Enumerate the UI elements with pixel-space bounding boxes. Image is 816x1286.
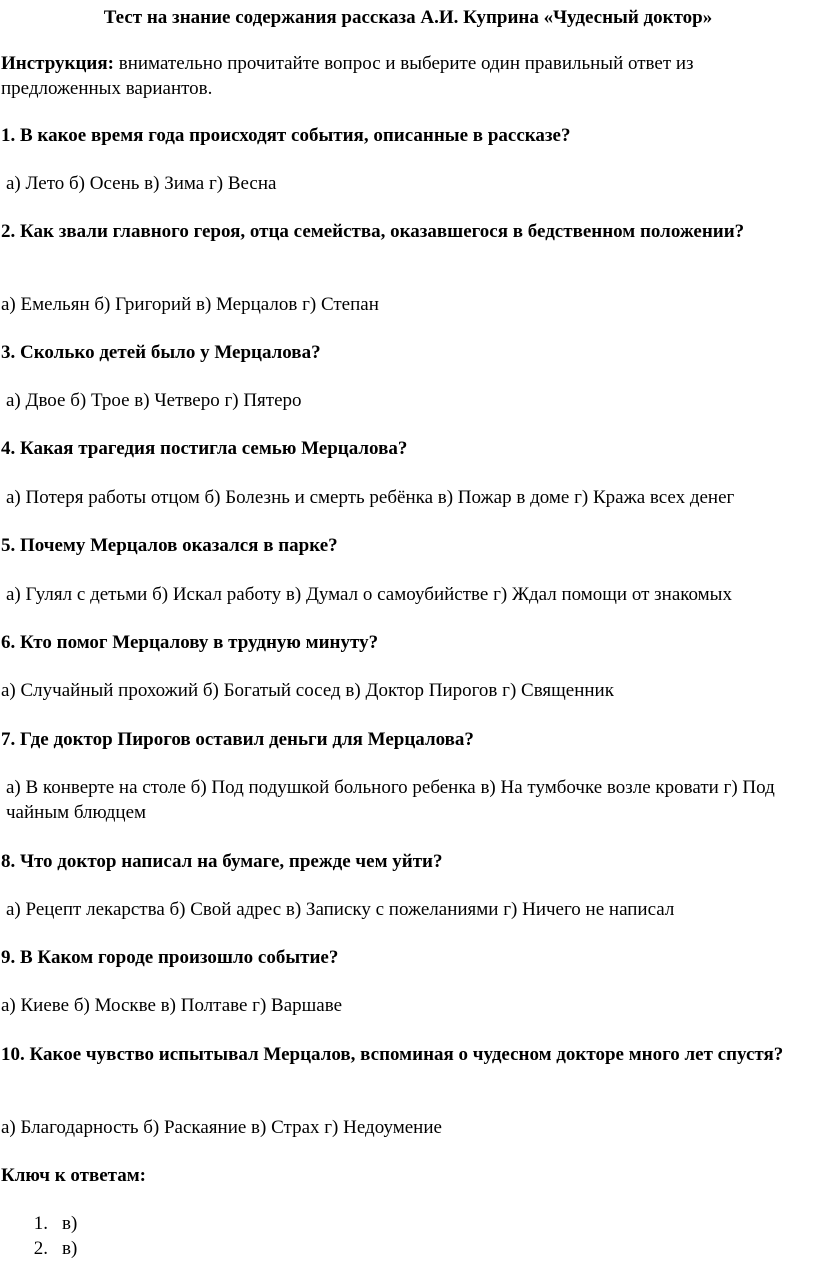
question-4: 4. Какая трагедия постигла семью Мерцалова? [1,438,408,459]
instruction-paragraph [1,51,801,101]
question-3: 3. Сколько детей было у Мерцалова? [1,342,321,363]
document-title: Тест на знание содержания рассказа А.И. Куприна «Чудесный доктор» [103,7,713,28]
answers-6: а) Случайный прохожий б) Богатый сосед в) Доктор Пирогов г) Священник [1,680,614,701]
answer-key-list [0,1211,77,1261]
answers-2: а) Емельян б) Григорий в) Мерцалов г) Степан [1,294,379,315]
instruction-label: Инструкция: [1,53,114,74]
answer-key-number: 2. [33,1238,48,1259]
answers-1: а) Лето б) Осень в) Зима г) Весна [6,173,277,194]
answer-key-answer: в) [62,1238,78,1259]
answers-7: а) В конверте на столе б) Под подушкой больного ребенка в) На тумбочке возле кровати г) Под чайным блюдцем [6,777,775,823]
answer-key-item [0,1211,77,1236]
answers-9: а) Киеве б) Москве в) Полтаве г) Варшаве [1,995,343,1016]
question-8: 8. Что доктор написал на бумаге, прежде чем уйти? [1,851,443,872]
question-2: 2. Как звали главного героя, отца семейства, оказавшегося в бедственном положении? [1,221,745,242]
question-10: 10. Какое чувство испытывал Мерцалов, вспоминая о чудесном докторе много лет спустя? [1,1044,784,1065]
answers-4: а) Потеря работы отцом б) Болезнь и смерть ребёнка в) Пожар в доме г) Кража всех денег [6,487,735,508]
answers-3: а) Двое б) Трое в) Четверо г) Пятеро [6,390,302,411]
answer-key-answer: в) [62,1213,78,1234]
question-1: 1. В какое время года происходят события, описанные в рассказе? [1,125,571,146]
answer-key-number: 1. [33,1213,48,1234]
answers-10: а) Благодарность б) Раскаяние в) Страх г) Недоумение [1,1117,442,1138]
question-6: 6. Кто помог Мерцалову в трудную минуту? [1,632,379,653]
answers-8: а) Рецепт лекарства б) Свой адрес в) Записку с пожеланиями г) Ничего не написал [6,899,675,920]
question-7: 7. Где доктор Пирогов оставил деньги для Мерцалова? [1,729,474,750]
question-9: 9. В Каком городе произошло событие? [1,947,339,968]
question-5: 5. Почему Мерцалов оказался в парке? [1,535,338,556]
answer-key-item [0,1236,77,1261]
answer-key-title: Ключ к ответам: [1,1165,147,1186]
instruction-text: внимательно прочитайте вопрос и выберите один правильный ответ из предложенных вариантов. [1,53,694,99]
answers-5: а) Гулял с детьми б) Искал работу в) Думал о самоубийстве г) Ждал помощи от знакомых [6,584,732,605]
